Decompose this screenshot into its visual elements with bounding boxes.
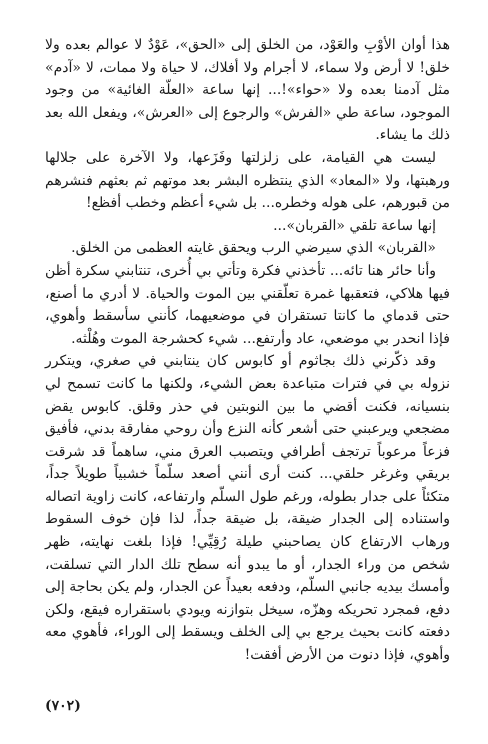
page-number: (٧٠٢)	[45, 698, 81, 714]
paragraph-4: «القربان» الذي سيرضي الرب ويحقق غايته العظمى من الخلق.	[71, 240, 436, 257]
paragraph-3: إنها ساعة تلقي «القربان»...	[273, 217, 436, 234]
body-text	[45, 34, 450, 667]
paragraph-6: وقد ذكّرني ذلك بجاثوم أو كابوس كان ينتابني في صغري، ويتكرر نزوله بي في فترات متباعدة بعض الشيء، ولكنها ما كانت تسمح لي بنسيانه، فكنت أقضي ما بين النوبتين في حذر وقلق. كابوس يقض مضجعي ويرعبني حتى أشعر كأنه النزع وأن روحي مفارقة بدني، فأفيق فزعاً مرعوباً ترتجف أطرافي ويتصبب العرق مني، ساهماً قد شرقت بريقي وغرغر حلقي... كنت أرى أنني أصعد سلّماً خشبياً طويلاً جداً، متكئاً على جدار بطوله، ورغم طول السلّم وارتفاعه، كانت زاوية اتصاله واستناده إلى الجدار ضيقة، بل ضيقة جداً، لذا فإن خوف السقوط ورهاب الارتفاع كان يصاحبني طيلة رُقِيِّي! فإذا بلغت نهايته، ظهر شخص من وراء الجدار، أو ما يبدو أنه سطح تلك الدار التي تسلقت، وأمسك بيديه جانبي السلّم، ودفعه بعيداً عن الجدار، ولم يكن بحاجة إلى دفع، فمجرد تحريكه وهزّه، سيخل بتوازنه ويودي باستقراره فيقع، ولكن دفعته كانت بحيث يرجع بي إلى الخلف ويسقط إلى الوراء، فأهوي معه وأهوي، فإذا دنوت من الأرض أفقت!	[45, 353, 450, 664]
paragraph-5: وأنا حائر هنا تائه... تأخذني فكرة وتأتي بي أُخرى، تنتابني سكرة أظن فيها هلاكي، فتعقبها غمرة تعلّقني بين الموت والحياة. لا أدري ما أصنع، حتى قدماي ما كانتا تستقران في موضعيهما، كأنني سأسقط وأهوي، فإذا انحدر بي موضعي، عاد وأرتفع... شيء كحشرجة الموت وهُلْثه.	[45, 262, 450, 347]
paragraph-1: هذا أوان الأوْبِ والعَوْد، من الخلق إلى «الحق»، عَوْدٌ لا عوالم بعده ولا خلق! لا أرض ولا سماء، لا أجرام ولا أفلاك، لا حياة ولا ممات، لا «آدم» مثل آدمنا بعده ولا «حواء»!... إنها ساعة «العلّة الغائية» من وجود الموجود، ساعة طي «الفرش» والرجوع إلى «العرش»، ويفعل الله بعد ذلك ما يشاء.	[45, 37, 450, 144]
page	[45, 34, 450, 714]
paragraph-2: ليست هي القيامة، على زلزلتها وفَزَعها، ولا الآخرة على جلالها ورهبتها، ولا «المعاد» الذي ينتظره البشر بعد موتهم ثم بعثهم فنشرهم من قبورهم، على هوله وخطره... بل شيء أعظم وخطب أفظع!	[45, 149, 450, 212]
